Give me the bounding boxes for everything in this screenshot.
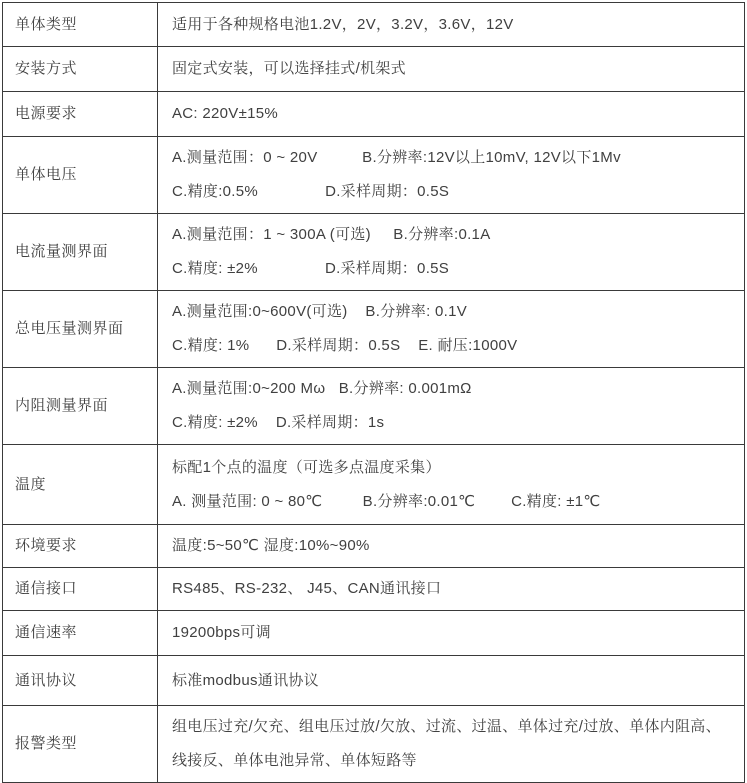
spec-value [158,445,745,525]
spec-value [158,656,745,706]
spec-table [2,2,745,783]
spec-label: 电源要求 [3,92,158,137]
table-row [3,568,745,611]
spec-value-line: A.测量范围:0~600V(可选) B.分辨率: 0.1V [172,303,468,320]
spec-value [158,214,745,291]
spec-label: 通信速率 [3,611,158,656]
spec-value-line: 标配1个点的温度（可选多点温度采集） [172,458,441,476]
spec-value-line: AC: 220V±15% [172,105,279,122]
table-row [3,611,745,656]
spec-value [158,525,745,568]
spec-value-line: 标准modbus通讯协议 [172,671,319,689]
spec-value-line: A. 测量范围: 0 ~ 80℃ B.分辨率:0.01℃ C.精度: ±1℃ [172,492,601,510]
spec-label: 总电压量测界面 [3,291,158,368]
spec-value-line: A.测量范围：1 ~ 300A (可选) B.分辨率:0.1A [172,226,491,243]
spec-value [158,3,745,47]
spec-value-line: 19200bps可调 [172,624,271,641]
table-row [3,656,745,706]
spec-value-line: 适用于各种规格电池1.2V，2V，3.2V，3.6V，12V [172,15,514,33]
table-row [3,445,745,525]
spec-label: 单体类型 [3,3,158,47]
spec-table-body [3,3,745,783]
spec-label: 环境要求 [3,525,158,568]
spec-label: 通信接口 [3,568,158,611]
table-row [3,137,745,214]
spec-label: 温度 [3,445,158,525]
spec-value [158,291,745,368]
spec-value-line: C.精度:0.5% D.采样周期：0.5S [172,183,450,200]
spec-label: 报警类型 [3,706,158,783]
spec-value-line: C.精度: ±2% D.采样周期：0.5S [172,260,450,277]
spec-value-line: 温度:5~50℃ 湿度:10%~90% [172,537,370,554]
table-row [3,92,745,137]
spec-label: 电流量测界面 [3,214,158,291]
spec-value [158,706,745,783]
spec-value [158,47,745,92]
spec-label: 通讯协议 [3,656,158,706]
spec-value-line: A.测量范围：0 ~ 20V B.分辨率:12V以上10mV, 12V以下1Mv [172,149,621,166]
spec-label: 安装方式 [3,47,158,92]
spec-value-line: RS485、RS-232、 J45、CAN通讯接口 [172,580,442,597]
table-row [3,47,745,92]
spec-value [158,92,745,137]
spec-value-line: A.测量范围:0~200 Mω B.分辨率: 0.001mΩ [172,380,472,397]
spec-value-line: 固定式安装，可以选择挂式/机架式 [172,60,406,77]
table-row [3,706,745,783]
table-row [3,525,745,568]
spec-label: 单体电压 [3,137,158,214]
spec-value [158,368,745,445]
spec-value [158,568,745,611]
spec-value [158,611,745,656]
spec-value-line: 组电压过充/欠充、组电压过放/欠放、过流、过温、单体过充/过放、单体内阻高、线接反、单体电池异常、单体短路等 [172,718,721,769]
spec-value [158,137,745,214]
table-row [3,3,745,47]
table-row [3,368,745,445]
spec-value-line: C.精度: 1% D.采样周期：0.5S E. 耐压:1000V [172,337,518,354]
table-row [3,291,745,368]
spec-value-line: C.精度: ±2% D.采样周期：1s [172,414,385,431]
table-row [3,214,745,291]
spec-label: 内阻测量界面 [3,368,158,445]
